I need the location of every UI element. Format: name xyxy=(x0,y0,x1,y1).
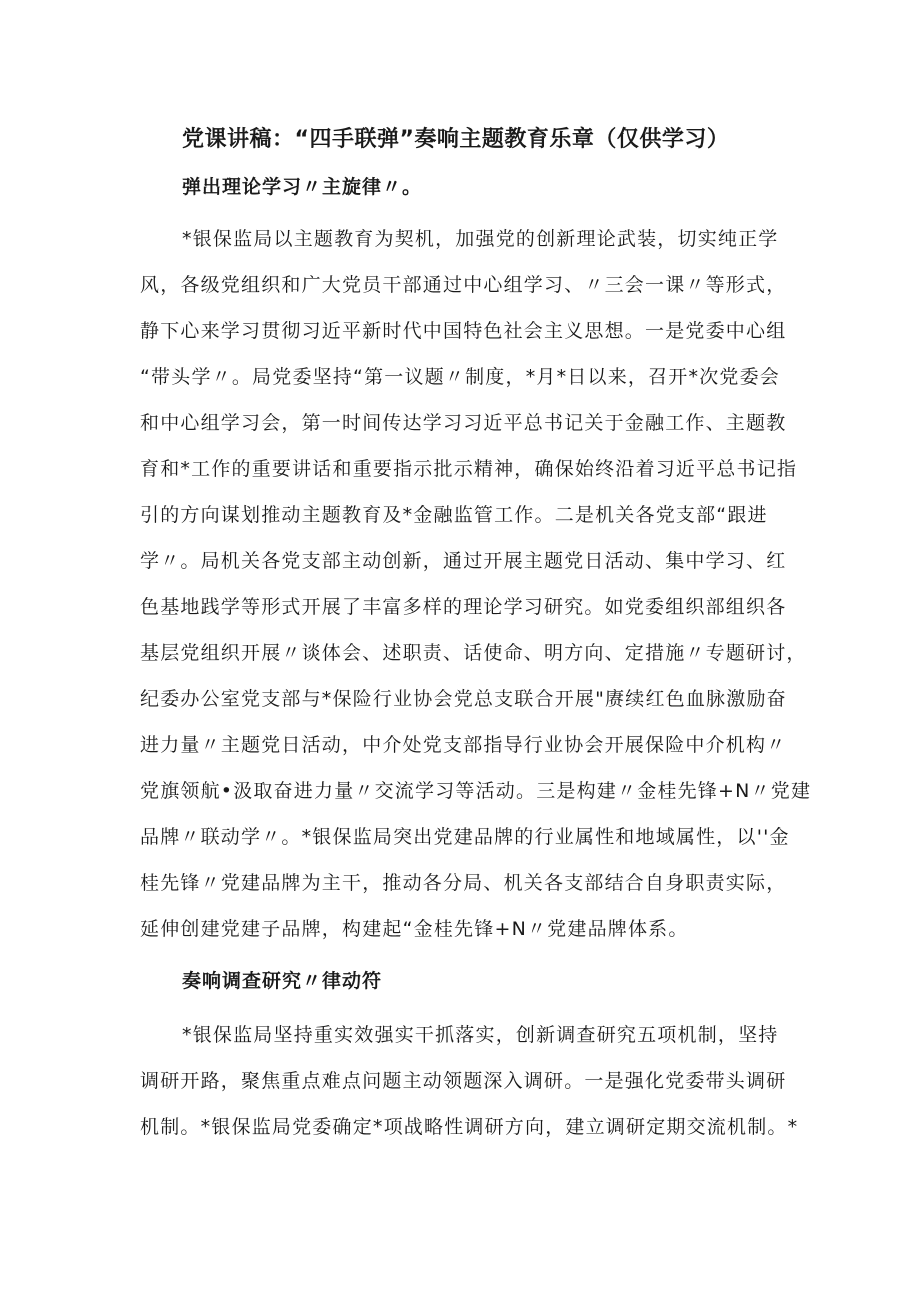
paragraph-line: *银保监局以主题教育为契机，加强党的创新理论武装，切实纯正学 xyxy=(182,228,779,250)
paragraph-line: “带头学〃。局党委坚持“第一议题〃制度，*月*日以来，召开*次党委会 xyxy=(140,366,780,388)
paragraph-line: 桂先锋〃党建品牌为主干，推动各分局、机关各支部结合自身职责实际， xyxy=(140,872,787,894)
paragraph-line: 纪委办公室党支部与*保险行业协会党总支联合开展"赓续红色血脉激励奋 xyxy=(140,688,787,710)
paragraph-line: 风，各级党组织和广大党员干部通过中心组学习、〃三会一课〃等形式， xyxy=(140,274,787,296)
paragraph-line: 色基地践学等形式开展了丰富多样的理论学习研究。如党委组织部组织各 xyxy=(140,596,787,618)
paragraph-line: 和中心组学习会，第一时间传达学习习近平总书记关于金融工作、主题教 xyxy=(140,412,787,434)
paragraph-line: 机制。*银保监局党委确定*项战略性调研方向，建立调研定期交流机制。* xyxy=(140,1116,799,1138)
paragraph-line: 育和*工作的重要讲话和重要指示批示精神，确保始终沿着习近平总书记指 xyxy=(140,458,798,480)
paragraph-line: 学〃。局机关各党支部主动创新，通过开展主题党日活动、集中学习、红 xyxy=(140,550,787,572)
document-title: 党课讲稿：“四手联弹”奏响主题教育乐章（仅供学习） xyxy=(182,127,730,152)
paragraph-line: 党旗领航•汲取奋进力量〃交流学习等活动。三是构建〃金桂先锋+N〃党建 xyxy=(140,780,812,802)
paragraph-line: 延伸创建党建子品牌，构建起“金桂先锋+N〃党建品牌体系。 xyxy=(140,918,689,940)
paragraph-line: 品牌〃联动学〃。*银保监局突出党建品牌的行业属性和地域属性，以''金 xyxy=(140,826,790,848)
section-heading-investigation: 奏响调查研究〃律动符 xyxy=(182,970,383,992)
section-heading-theory-study: 弹出理论学习〃主旋律〃。 xyxy=(182,176,423,198)
paragraph-line: 引的方向谋划推动主题教育及*金融监管工作。二是机关各党支部“跟进 xyxy=(140,504,768,526)
paragraph-line: 静下心来学习贯彻习近平新时代中国特色社会主义思想。一是党委中心组 xyxy=(140,320,787,342)
paragraph-line: 进力量〃主题党日活动，中介处党支部指导行业协会开展保险中介机构〃 xyxy=(140,734,787,756)
paragraph-line: 基层党组织开展〃谈体会、述职责、话使命、明方向、定措施〃专题研讨， xyxy=(140,642,807,664)
paragraph-line: *银保监局坚持重实效强实干抓落实，创新调查研究五项机制，坚持 xyxy=(182,1024,779,1046)
paragraph-line: 调研开路，聚焦重点难点问题主动领题深入调研。一是强化党委带头调研 xyxy=(140,1070,787,1092)
